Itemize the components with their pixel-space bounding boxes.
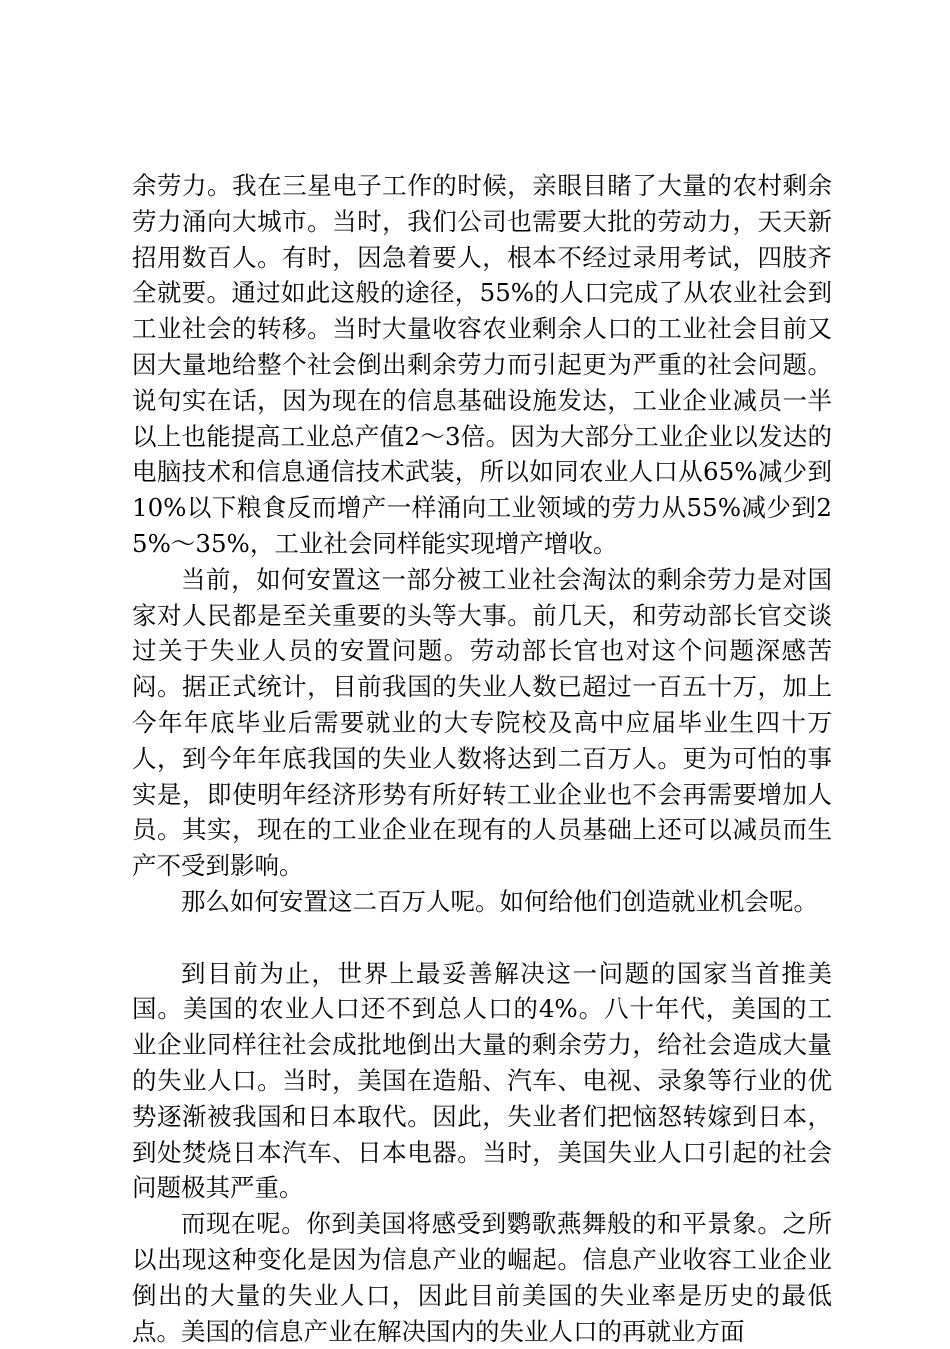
paragraph-usa-example: 到目前为止，世界上最妥善解决这一问题的国家当首推美国。美国的农业人口还不到总人口的4%。八十年代，美国的工业企业同样往社会成批地倒出大量的剩余劳力，给社会造成大量的失业人口。当时，美国在造船、汽车、电视、录象等行业的优势逐渐被我国和日本取代。因此，失业者们把恼怒转嫁到日本，到处焚烧日本汽车、日本电器。当时，美国失业人口引起的社会问题极其严重。 (132, 958, 832, 1203)
paragraph-information-industry: 而现在呢。你到美国将感受到鹦歌燕舞般的和平景象。之所以出现这种变化是因为信息产业的崛起。信息产业收容工业企业倒出的大量的失业人口，因此目前美国的失业率是历史的最低点。美国的信息产业在解决国内的失业人口的再就业方面 (132, 1209, 832, 1346)
paragraph-surplus-labor: 余劳力。我在三星电子工作的时候，亲眼目睹了大量的农村剩余劳力涌向大城市。当时，我们公司也需要大批的劳动力，天天新招用数百人。有时，因急着要人，根本不经过录用考试，四肢齐全就要。通过如此这般的途径，55%的人口完成了从农业社会到工业社会的转移。当时大量收容农业剩余人口的工业社会目前又因大量地给整个社会倒出剩余劳力而引起更为严重的社会问题。说句实在话，因为现在的信息基础设施发达，工业企业减员一半以上也能提高工业总产值2～3倍。因为大部分工业企业以发达的电脑技术和信息通信技术武装，所以如同农业人口从65%减少到10%以下粮食反而增产一样涌向工业领域的劳力从55%减少到25%～35%，工业社会同样能实现增产增收。 (132, 171, 832, 558)
paragraph-unemployment-problem: 当前，如何安置这一部分被工业社会淘汰的剩余劳力是对国家对人民都是至关重要的头等大事。前几天，和劳动部长官交谈过关于失业人员的安置问题。劳动部长官也对这个问题深感苦闷。据正式统计，目前我国的失业人数已超过一百五十万，加上今年年底毕业后需要就业的大专院校及高中应届毕业生四十万人，到今年年底我国的失业人数将达到二百万人。更为可怕的事实是，即使明年经济形势有所好转工业企业也不会再需要增加人员。其实，现在的工业企业在现有的人员基础上还可以减员而生产不受到影响。 (132, 564, 832, 881)
document-page (132, 168, 832, 1349)
paragraph-question: 那么如何安置这二百万人呢。如何给他们创造就业机会呢。 (181, 886, 818, 916)
